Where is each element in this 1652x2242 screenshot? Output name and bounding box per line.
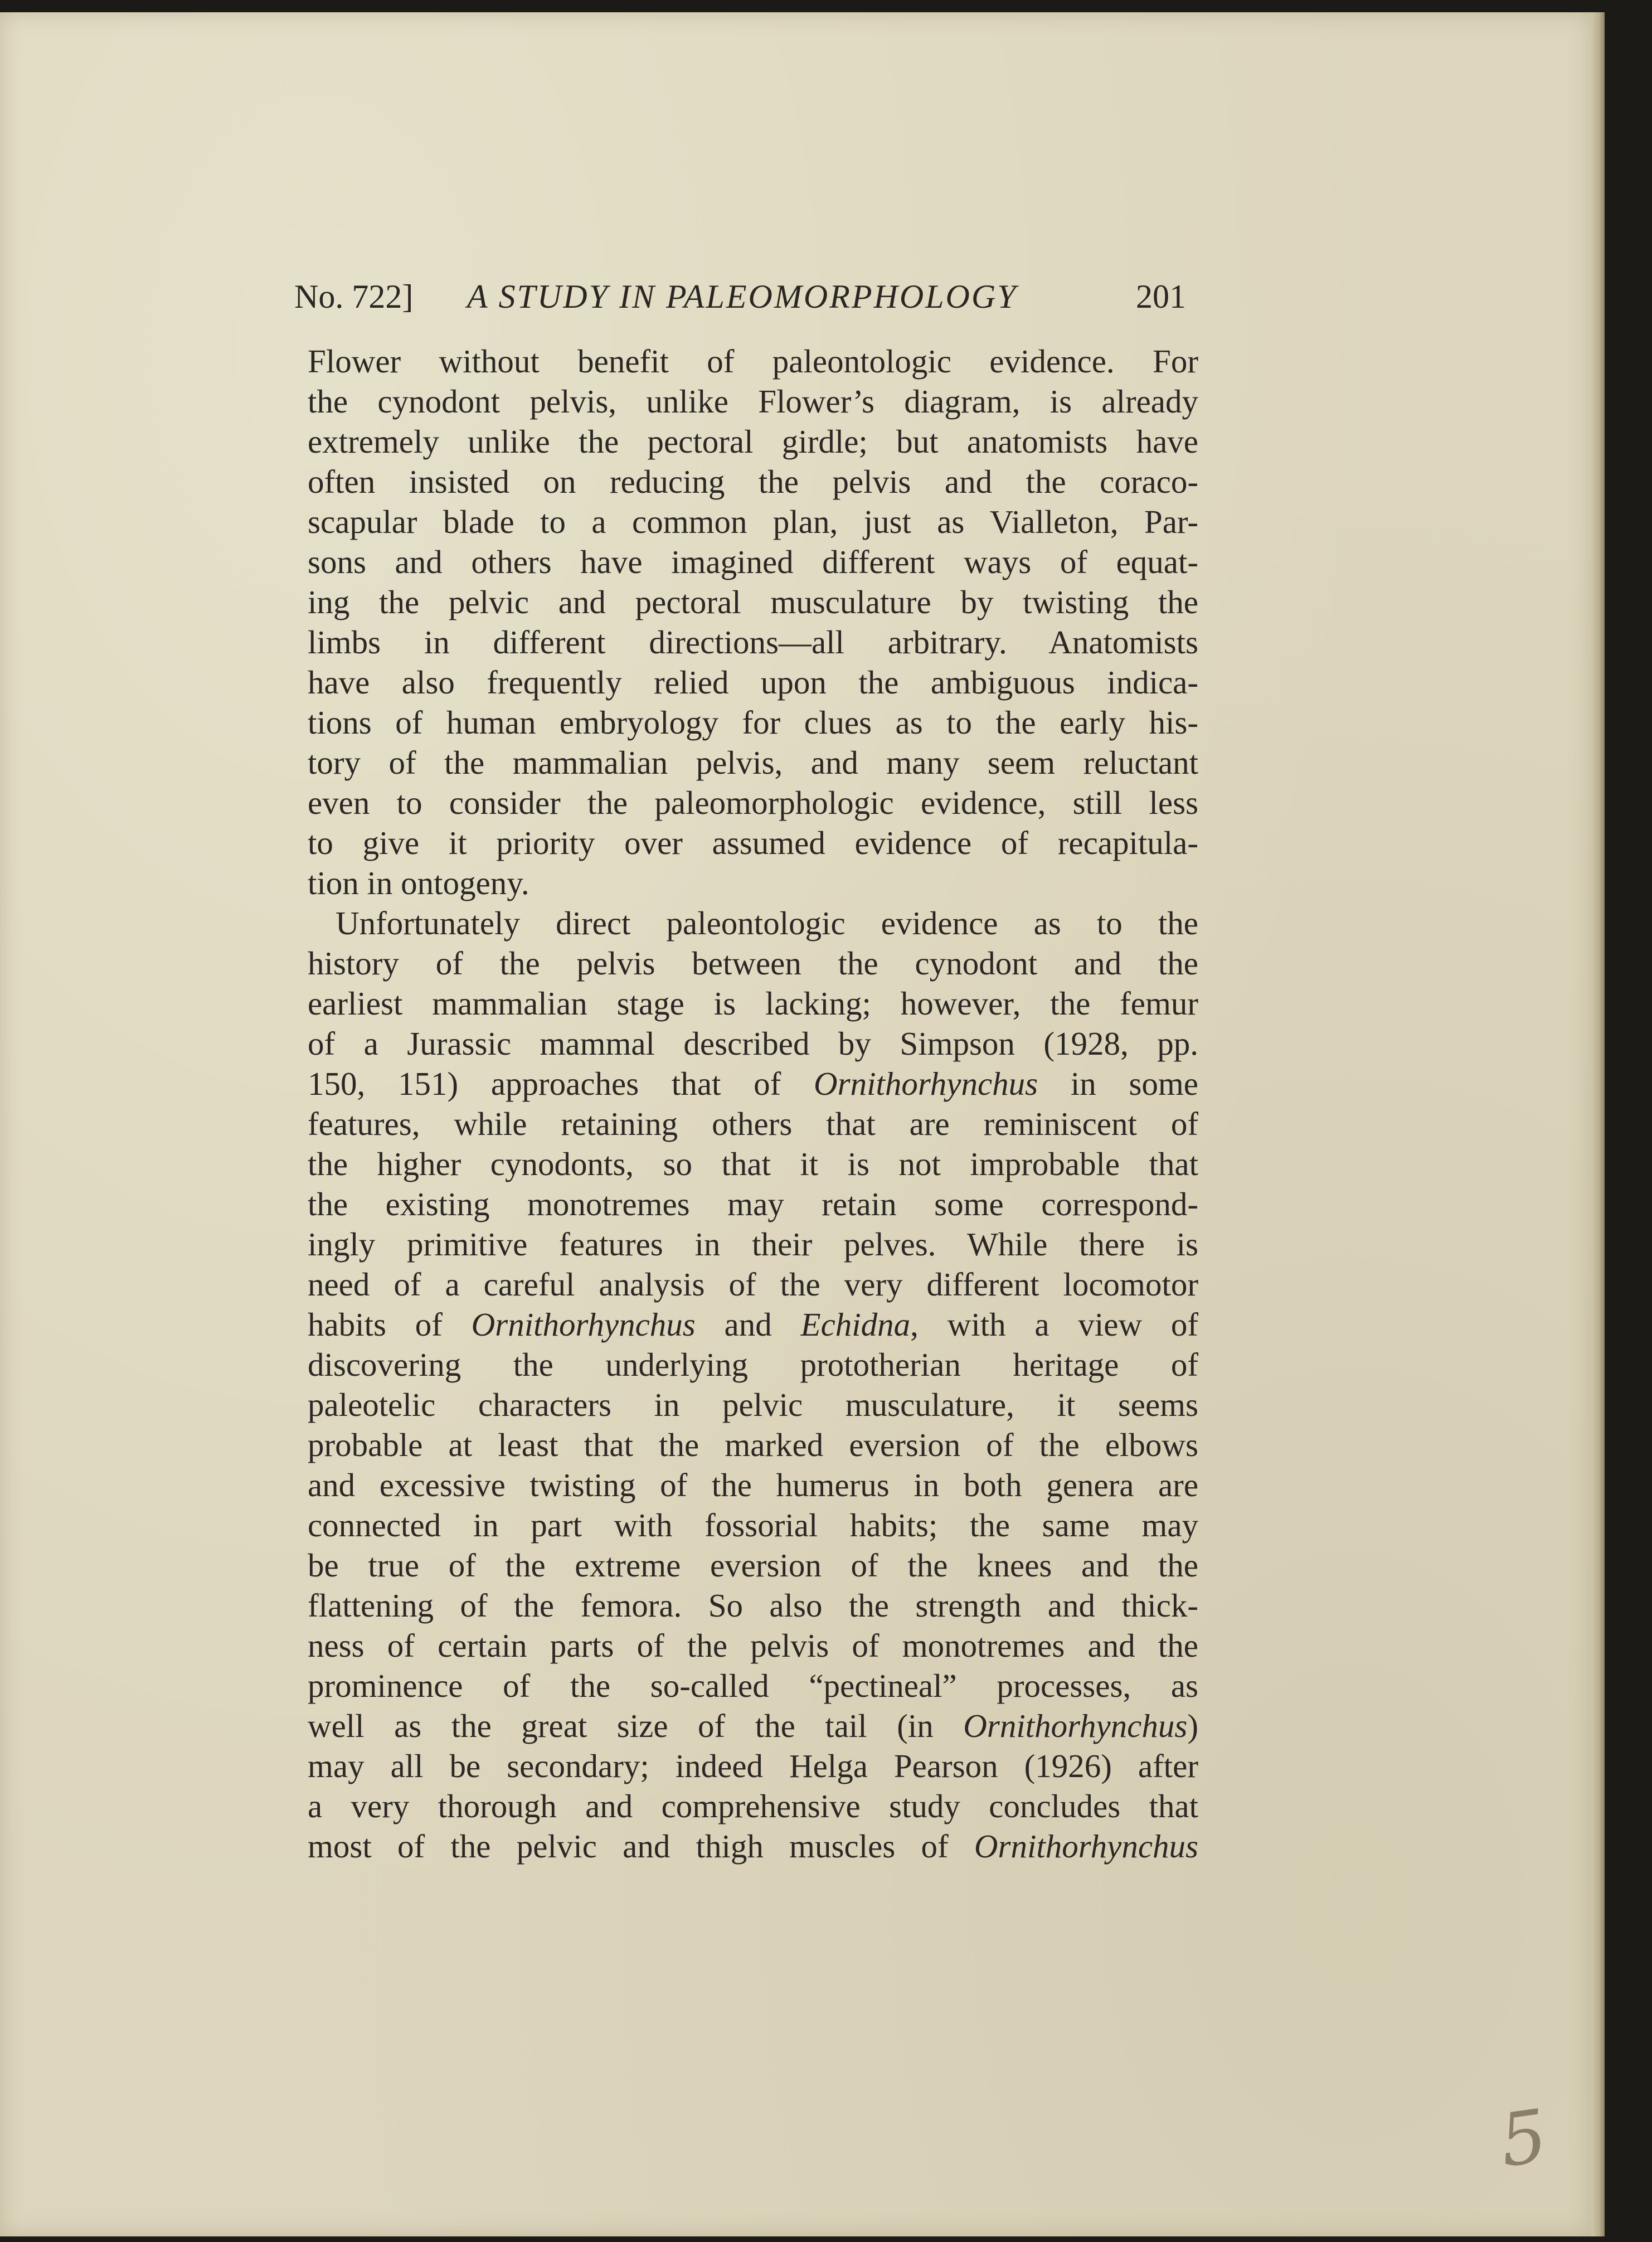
text-line: extremely unlike the pectoral girdle; but anatomists have bbox=[308, 423, 1198, 460]
text-line: the higher cynodonts, so that it is not improbable that bbox=[308, 1146, 1198, 1182]
text-line: history of the pelvis between the cynodont and the bbox=[308, 945, 1198, 982]
taxon-name: Ornithorhynchus bbox=[974, 1828, 1198, 1865]
taxon-name: Echidna bbox=[800, 1306, 911, 1343]
body-text bbox=[308, 341, 1198, 1866]
text-line: well as the great size of the tail (in Ornithorhynchus) bbox=[308, 1707, 1198, 1744]
text-line: tory of the mammalian pelvis, and many seem reluctant bbox=[308, 744, 1198, 781]
text-line: probable at least that the marked eversion of the elbows bbox=[308, 1426, 1198, 1463]
text-line: scapular blade to a common plan, just as Vialleton, Par- bbox=[308, 503, 1198, 540]
handwritten-page-mark: 5 bbox=[1494, 2093, 1552, 2184]
text-line: and excessive twisting of the humerus in both genera are bbox=[308, 1467, 1198, 1503]
text-line: limbs in different directions—all arbitrary. Anatomists bbox=[308, 624, 1198, 661]
taxon-name: Ornithorhynchus bbox=[814, 1065, 1038, 1102]
text-line: ing the pelvic and pectoral musculature by twisting the bbox=[308, 584, 1198, 620]
text-line: habits of Ornithorhynchus and Echidna, with a view of bbox=[308, 1306, 1198, 1343]
text-line: even to consider the paleomorphologic evidence, still less bbox=[308, 784, 1198, 821]
text-line: have also frequently relied upon the ambiguous indica- bbox=[308, 664, 1198, 701]
text-line: may all be secondary; indeed Helga Pearson (1926) after bbox=[308, 1748, 1198, 1784]
text-line: tion in ontogeny. bbox=[308, 865, 529, 901]
text-line: connected in part with fossorial habits; the same may bbox=[308, 1507, 1198, 1544]
issue-number: No. 722] bbox=[294, 278, 414, 315]
text-line: need of a careful analysis of the very different locomotor bbox=[308, 1266, 1198, 1303]
text-line: features, while retaining others that are reminiscent of bbox=[308, 1105, 1198, 1142]
text-line: sons and others have imagined different ways of equat- bbox=[308, 543, 1198, 580]
text-line: most of the pelvic and thigh muscles of Ornithorhynchus bbox=[308, 1828, 1198, 1865]
text-line: 150, 151) approaches that of Ornithorhynchus in some bbox=[308, 1065, 1198, 1102]
text-line: of a Jurassic mammal described by Simpson (1928, pp. bbox=[308, 1025, 1198, 1062]
text-line: often insisted on reducing the pelvis and the coraco- bbox=[308, 463, 1198, 500]
text-line: earliest mammalian stage is lacking; however, the femur bbox=[308, 985, 1198, 1022]
text-line: the cynodont pelvis, unlike Flower’s diagram, is already bbox=[308, 383, 1198, 420]
running-header bbox=[294, 272, 1186, 322]
text-line: be true of the extreme eversion of the knees and the bbox=[308, 1547, 1198, 1584]
text-line: paleotelic characters in pelvic musculature, it seems bbox=[308, 1386, 1198, 1423]
text-line: Flower without benefit of paleontologic evidence. For bbox=[308, 343, 1198, 380]
taxon-name: Ornithorhynchus bbox=[471, 1306, 696, 1343]
text-line: ness of certain parts of the pelvis of monotremes and the bbox=[308, 1627, 1198, 1664]
paragraph-start-line: Unfortunately direct paleontologic evidence as to the bbox=[336, 905, 1198, 942]
text-line: ingly primitive features in their pelves. While there is bbox=[308, 1226, 1198, 1263]
text-line: tions of human embryology for clues as to the early his- bbox=[308, 704, 1198, 741]
page-edge bbox=[1591, 12, 1605, 2236]
text-line: discovering the underlying prototherian heritage of bbox=[308, 1346, 1198, 1383]
taxon-name: Ornithorhynchus bbox=[963, 1707, 1188, 1744]
text-line: the existing monotremes may retain some correspond- bbox=[308, 1186, 1198, 1222]
text-line: a very thorough and comprehensive study concludes that bbox=[308, 1788, 1198, 1824]
text-line: prominence of the so-called “pectineal” processes, as bbox=[308, 1667, 1198, 1704]
text-line: to give it priority over assumed evidence of recapitula- bbox=[308, 824, 1198, 861]
text-line: flattening of the femora. So also the strength and thick- bbox=[308, 1587, 1198, 1624]
running-title: A STUDY IN PALEOMORPHOLOGY bbox=[467, 278, 1018, 315]
page-number: 201 bbox=[1136, 278, 1186, 315]
